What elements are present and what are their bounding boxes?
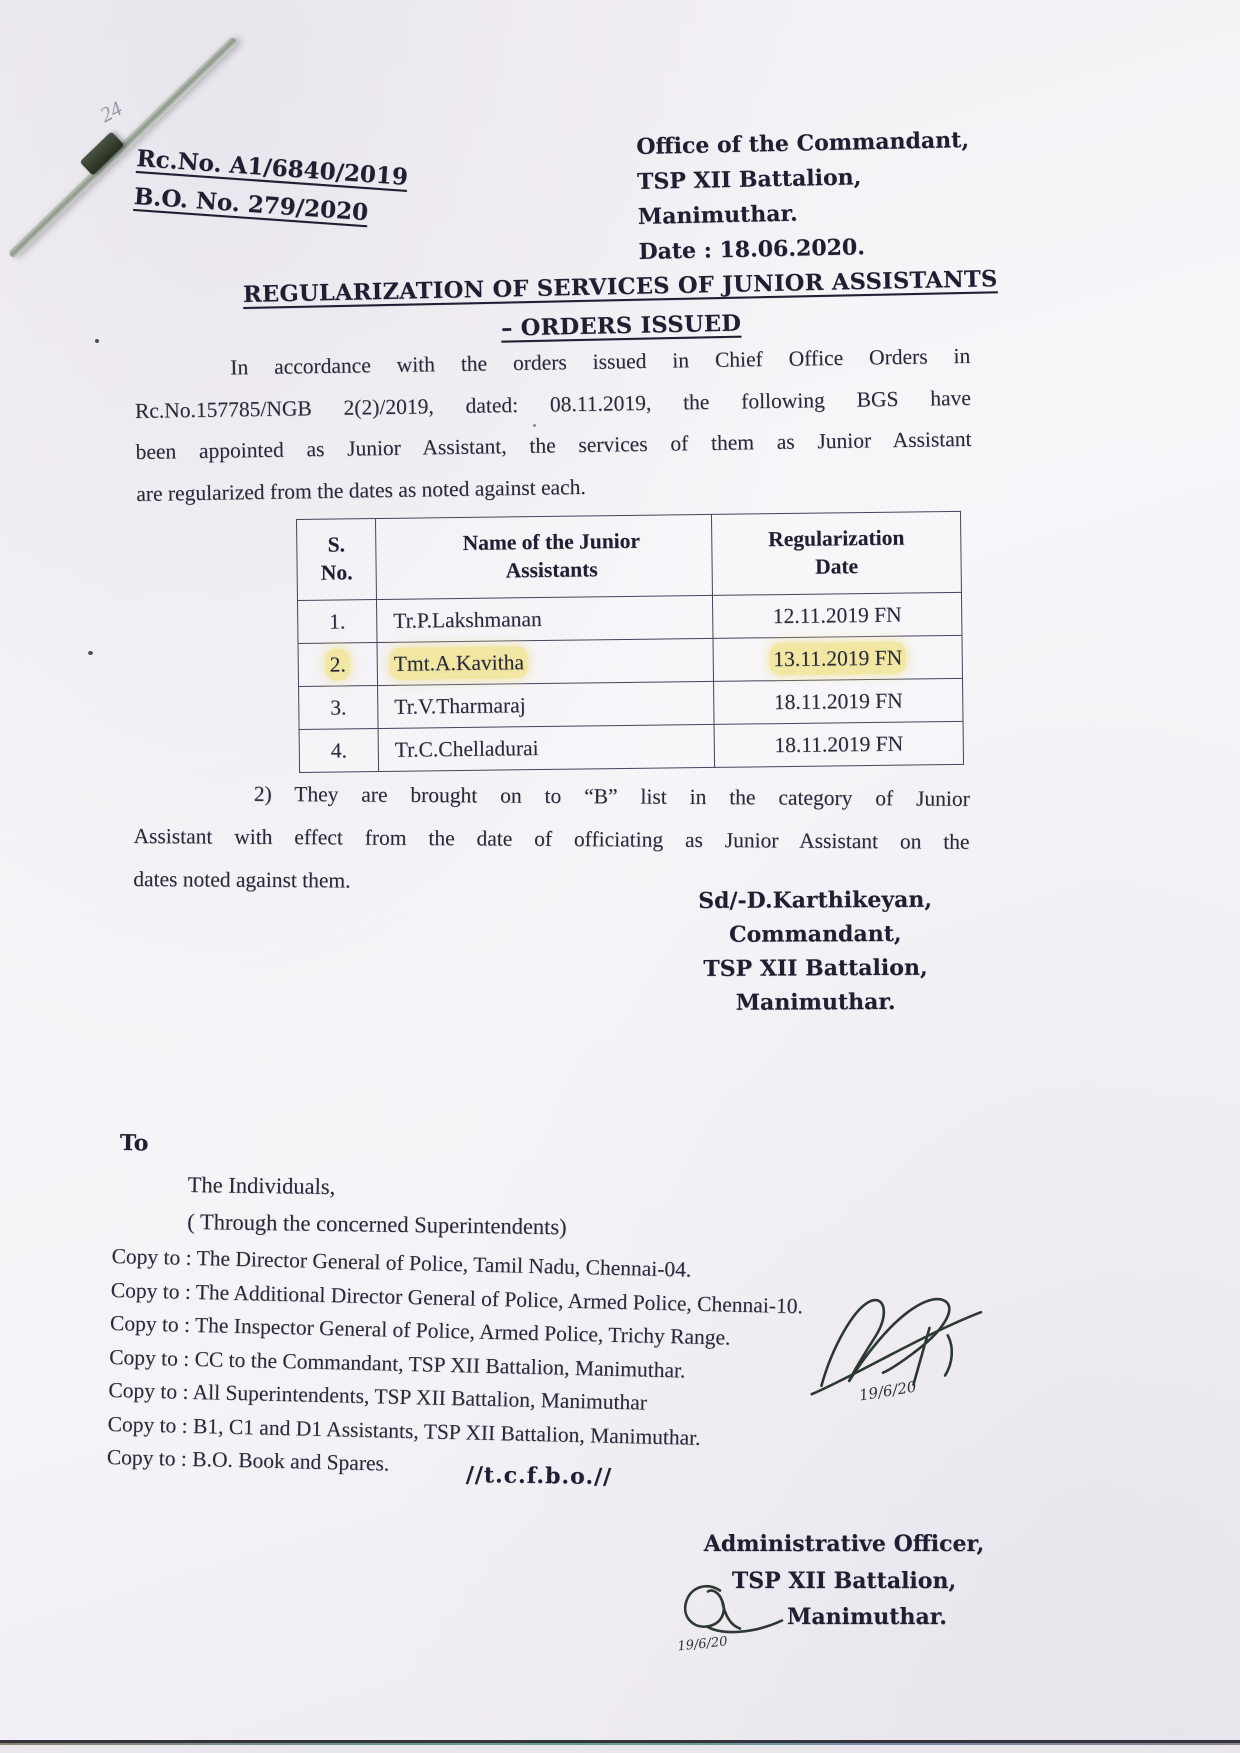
copy-to-item: Copy to : The Inspector General of Police, Armed Police, Trichy Range. bbox=[109, 1310, 731, 1350]
header-sno: S. No. bbox=[297, 519, 377, 601]
office-line: Manimuthar. bbox=[637, 200, 798, 230]
cell-date: 18.11.2019 FN bbox=[714, 678, 964, 724]
copy-to-item: Copy to : The Director General of Police, Tamil Nadu, Chennai-04. bbox=[111, 1243, 692, 1282]
signoff-place: Manimuthar. bbox=[787, 1604, 947, 1630]
cell-sno: 2. bbox=[298, 643, 378, 687]
cell-date: 12.11.2019 FN bbox=[712, 592, 962, 638]
office-line: TSP XII Battalion, bbox=[636, 164, 862, 195]
handwritten-initial bbox=[668, 1566, 798, 1661]
orders-table-wrap bbox=[296, 511, 964, 773]
bo-number: B.O. No. 279/2020 bbox=[133, 182, 369, 227]
cell-name: Tr.C.Chelladurai bbox=[378, 724, 715, 771]
scan-speck bbox=[88, 651, 93, 655]
copy-to-item: Copy to : CC to the Commandant, TSP XII Battalion, Manimuthar. bbox=[108, 1344, 686, 1383]
office-line: Office of the Commandant, bbox=[636, 127, 970, 160]
signoff-unit: TSP XII Battalion, bbox=[731, 1567, 957, 1594]
header-name: Name of the Junior Assistants bbox=[376, 514, 713, 599]
title-line-1: REGULARIZATION OF SERVICES OF JUNIOR ASSISTANTS bbox=[242, 266, 998, 309]
copy-to-item: Copy to : B.O. Book and Spares. bbox=[106, 1444, 390, 1476]
handwritten-date-bottom: 19/6/20 bbox=[676, 1634, 729, 1655]
cell-date: 13.11.2019 FN bbox=[713, 635, 963, 681]
signed-unit: TSP XII Battalion, bbox=[703, 954, 928, 982]
scan-speck bbox=[533, 424, 536, 427]
reference-block bbox=[133, 140, 409, 235]
cell-date: 18.11.2019 FN bbox=[714, 721, 964, 767]
addressee-line: The Individuals, bbox=[187, 1171, 336, 1200]
reference-number: Rc.No. A1/6840/2019 bbox=[135, 144, 409, 191]
cell-sno: 3. bbox=[299, 686, 379, 730]
cell-name: Tr.V.Tharmaraj bbox=[378, 681, 715, 728]
table-header-row bbox=[297, 511, 962, 600]
handwritten-date-top: 19/6/20 bbox=[857, 1377, 918, 1405]
title-line-2: – ORDERS ISSUED bbox=[500, 310, 742, 342]
handwritten-signature bbox=[800, 1281, 1004, 1413]
orders-table bbox=[296, 511, 964, 773]
addressee-line: ( Through the concerned Superintendents) bbox=[187, 1208, 567, 1240]
body-paragraph-1 bbox=[134, 336, 973, 515]
addressee-lines bbox=[187, 1166, 567, 1245]
text-line: In accordance with the orders issued in Chief Office Orders in bbox=[230, 343, 971, 380]
signed-name: Sd/-D.Karthikeyan, bbox=[698, 886, 933, 914]
signoff-designation: Administrative Officer, bbox=[703, 1531, 985, 1557]
copy-to-item: Copy to : The Additional Director General of Police, Armed Police, Chennai-10. bbox=[110, 1277, 804, 1318]
text-line: been appointed as Junior Assistant, the services of them as Junior Assistant bbox=[135, 426, 972, 464]
scan-footer-strip bbox=[0, 1745, 1240, 1753]
cell-name: Tr.P.Lakshmanan bbox=[376, 595, 713, 642]
text-line: 2) They are brought on to “B” list in the category of Junior bbox=[253, 781, 970, 811]
cell-sno: 1. bbox=[297, 600, 377, 644]
signed-place: Manimuthar. bbox=[735, 988, 896, 1016]
signed-designation: Commandant, bbox=[728, 920, 902, 948]
text-line: dates noted against them. bbox=[133, 866, 351, 893]
to-label: To bbox=[119, 1130, 149, 1157]
office-address-block bbox=[636, 123, 972, 270]
text-line: Assistant with effect from the date of officiating as Junior Assistant on the bbox=[133, 823, 970, 854]
text-line: Rc.No.157785/NGB 2(2)/2019, dated: 08.11.2019, the following BGS have bbox=[134, 385, 972, 423]
tcfbo-closing: //t.c.f.b.o.// bbox=[465, 1462, 613, 1491]
handwritten-corner-mark: 24 bbox=[96, 96, 126, 128]
office-date: Date : 18.06.2020. bbox=[638, 234, 866, 265]
scan-speck bbox=[95, 339, 99, 343]
signed-by-block bbox=[692, 883, 939, 1020]
copy-to-item: Copy to : B1, C1 and D1 Assistants, TSP XII Battalion, Manimuthar. bbox=[107, 1411, 701, 1450]
header-date: Regularization Date bbox=[711, 511, 961, 595]
table-row bbox=[299, 721, 963, 772]
copy-to-item: Copy to : All Superintendents, TSP XII Battalion, Manimuthar bbox=[108, 1377, 648, 1415]
cell-sno: 4. bbox=[299, 729, 379, 773]
text-line: are regularized from the dates as noted against each. bbox=[136, 474, 586, 506]
cell-name: Tmt.A.Kavitha bbox=[377, 638, 714, 685]
